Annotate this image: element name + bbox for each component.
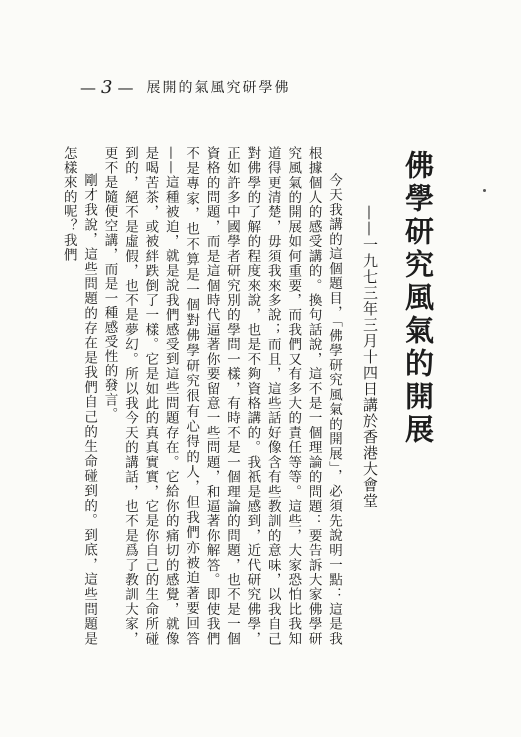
body-text (58, 146, 344, 646)
paragraph-1: 今天我講的這個題目，「佛學研究風氣的開展」，必須先說明一點：這是我根據個人的感受講的。換句話說，這不是一個理論的問題：要告訴大家佛學研究風氣的開展如何重要，而我們又有多大的責任等等。這些，大家恐怕比我知道得更清楚，毋須我來多說；而且，這些話好像含有些教訓的意味，以我自己對佛學的了解的程度來說，也是不夠資格講的。我祇是感到，近代研究佛學，正如許多中國學者研究別的學問一樣，有時不是一個理論的問題，也不是一個資格的問題，而是這個時代逼著你要留意一些問題，和逼著你解答。即使我們不是專家，也不算是一個對佛學研究很有心得的人，但我們亦被迫著要回答——這種被迫，就是說我們感受到這些問題存在。它給你的痛切的感覺，就像是喝苦茶，或被絆跌倒了一樣。它是如此的真真實實，它是你自己的生命所碰到的，絕不是虛假，也不是夢幻。所以我今天的講話，也不是爲了教訓大家，更不是隨便空講，而是一種感受性的發言。 (101, 146, 342, 646)
running-header (80, 76, 380, 98)
running-title: 展開的氣風究研學佛 (146, 80, 291, 96)
speck-mark (483, 189, 486, 192)
chapter-title: 佛學研究風氣的開展 (401, 150, 435, 447)
header-dash-left: — (80, 77, 97, 97)
page-number: 3 (101, 76, 114, 98)
paragraph-2: 剛才我說，這些問題的存在是我們自己的生命碰到的。到底，這些問題是怎樣來的呢？我們 (60, 146, 98, 646)
header-dash-right: — (117, 77, 135, 97)
chapter-subtitle: ——一九七三年三月十四日講於香港大會堂 (361, 205, 379, 509)
